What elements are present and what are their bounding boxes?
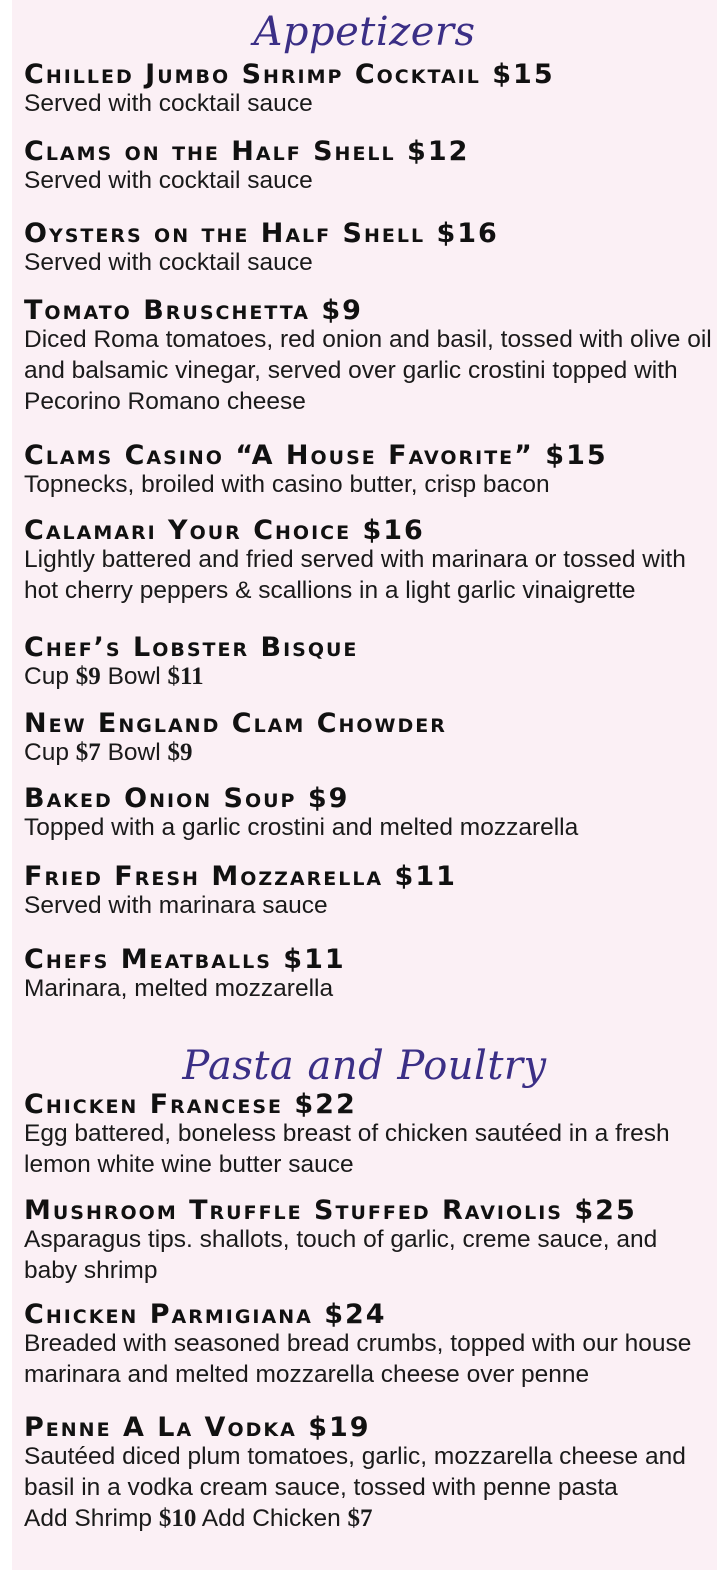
bowl-label: Bowl <box>107 663 161 690</box>
item-description <box>24 661 714 692</box>
item-name: Fried Fresh Mozzarella $11 <box>24 861 457 892</box>
menu-item <box>24 1195 714 1286</box>
cup-price: $7 <box>75 739 101 766</box>
cup-price: $9 <box>75 663 101 690</box>
item-name: Chilled Jumbo Shrimp Cocktail $15 <box>24 59 555 90</box>
add-on-options <box>24 1503 714 1534</box>
menu-item <box>24 59 714 119</box>
item-description: Topnecks, broiled with casino butter, crisp bacon <box>24 471 550 498</box>
menu-item <box>24 136 714 196</box>
menu-page <box>12 0 717 1570</box>
menu-item <box>24 515 714 606</box>
bowl-price: $9 <box>167 739 193 766</box>
item-name: Mushroom Truffle Stuffed Raviolis $25 <box>24 1195 637 1226</box>
item-description: Topped with a garlic crostini and melted mozzarella <box>24 814 579 841</box>
menu-item <box>24 1299 714 1390</box>
item-description: Lightly battered and fried served with marinara or tossed with hot cherry peppers & scallions in a light garlic vinaigrette <box>24 546 686 604</box>
menu-item <box>24 295 714 417</box>
item-description: Served with cocktail sauce <box>24 90 313 117</box>
item-description: Served with cocktail sauce <box>24 249 313 276</box>
item-name: Chicken Parmigiana $24 <box>24 1299 387 1330</box>
item-description: Sautéed diced plum tomatoes, garlic, mozzarella cheese and basil in a vodka cream sauce, tossed with penne pasta <box>24 1443 686 1501</box>
item-description <box>24 737 714 768</box>
menu-item <box>24 632 714 692</box>
menu-item <box>24 708 714 768</box>
item-description: Served with marinara sauce <box>24 892 328 919</box>
item-name: Chef’s Lobster Bisque <box>24 632 359 663</box>
item-name: New England Clam Chowder <box>24 708 447 739</box>
menu-item <box>24 218 714 278</box>
item-description: Breaded with seasoned bread crumbs, topped with our house marinara and melted mozzarella cheese over penne <box>24 1330 692 1388</box>
add-shrimp-label: Add Shrimp <box>24 1505 153 1532</box>
menu-item <box>24 1412 714 1534</box>
item-description: Served with cocktail sauce <box>24 167 313 194</box>
item-name: Clams Casino “A House Favorite” $15 <box>24 440 608 471</box>
bowl-label: Bowl <box>107 739 161 766</box>
add-chicken-label: Add Chicken <box>201 1505 341 1532</box>
item-description: Asparagus tips. shallots, touch of garlic, creme sauce, and baby shrimp <box>24 1226 658 1284</box>
menu-item <box>24 783 714 843</box>
item-description: Diced Roma tomatoes, red onion and basil, tossed with olive oil and balsamic vinegar, served over garlic crostini topped with Pecorino Romano cheese <box>24 326 712 415</box>
item-name: Tomato Bruschetta $9 <box>24 295 363 326</box>
add-shrimp-price: $10 <box>158 1505 197 1532</box>
appetizers-heading: Appetizers <box>253 9 476 55</box>
item-description: Egg battered, boneless breast of chicken sautéed in a fresh lemon white wine butter sauce <box>24 1120 670 1178</box>
cup-label: Cup <box>24 663 69 690</box>
cup-label: Cup <box>24 739 69 766</box>
item-name: Oysters on the Half Shell $16 <box>24 218 499 249</box>
menu-item <box>24 1089 714 1180</box>
add-chicken-price: $7 <box>347 1505 373 1532</box>
bowl-price: $11 <box>167 663 204 690</box>
item-name: Calamari Your Choice $16 <box>24 515 425 546</box>
menu-item <box>24 861 714 921</box>
item-name: Chefs Meatballs $11 <box>24 944 346 975</box>
menu-item <box>24 944 714 1004</box>
item-description: Marinara, melted mozzarella <box>24 975 334 1002</box>
item-name: Chicken Francese $22 <box>24 1089 357 1120</box>
item-name: Baked Onion Soup $9 <box>24 783 350 814</box>
item-name: Penne A La Vodka $19 <box>24 1412 371 1443</box>
item-name: Clams on the Half Shell $12 <box>24 136 470 167</box>
pasta-poultry-heading: Pasta and Poultry <box>182 1043 547 1089</box>
menu-item <box>24 440 714 500</box>
